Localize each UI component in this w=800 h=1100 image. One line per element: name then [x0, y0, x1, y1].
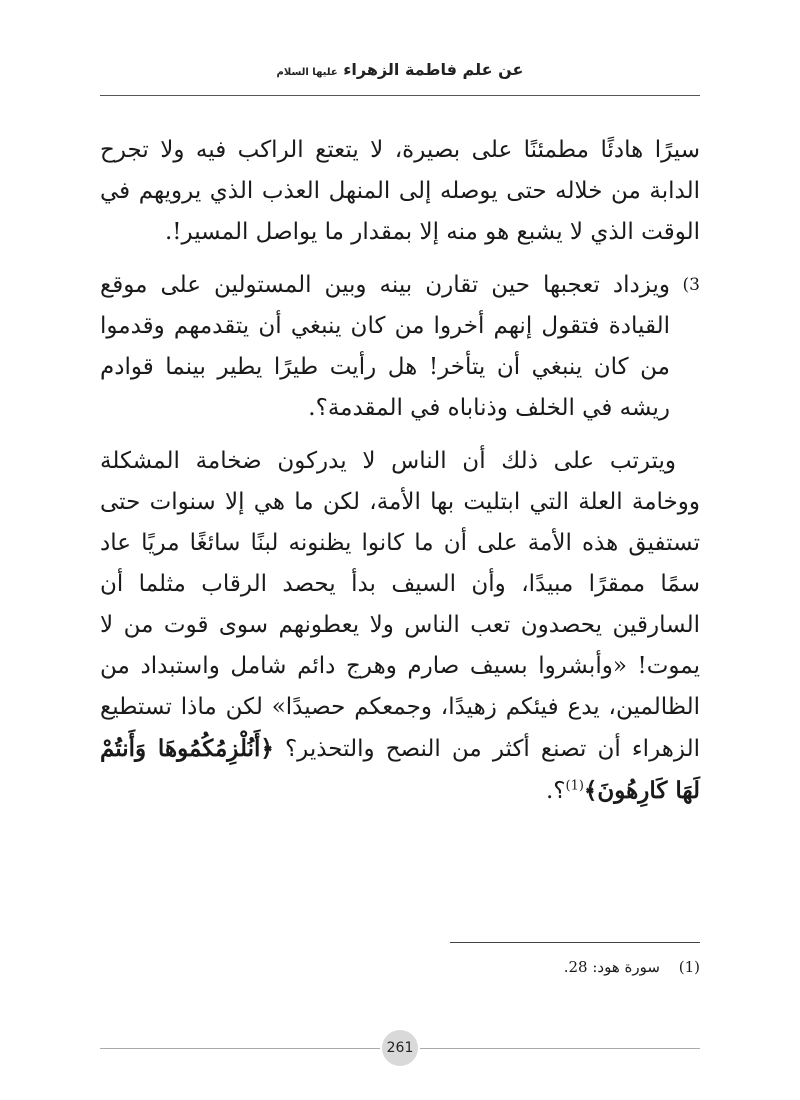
item-number: 3) — [682, 275, 700, 295]
paragraph-text: ويترتب على ذلك أن الناس لا يدركون ضخامة المشكلة ووخامة العلة التي ابتليت بها الأمة، لكن ما هي إلا سنوات حتى تستفيق هذه الأمة على أن ما كانوا يظنونه لبنًا سائغًا مريًا عاد سمًا ممقرًا مبيدًا، وأن السيف بدأ يحصد الرقاب مثلما أن السارقين يحصدون تعب الناس ولا يعطونهم سوى قوت من لا يموت! «وأبشروا بسيف صارم وهرج دائم شامل واستبداد من الظالمين، يدع فيئكم زهيدًا، وجمعكم حصيدًا» لكن ماذا تستطيع الزهراء أن تصنع أكثر من النصح والتحذير؟ — [100, 448, 700, 762]
footnote-text: سورة هود: 28. — [563, 958, 660, 976]
running-header — [100, 60, 700, 79]
paragraph-continuation: سيرًا هادئًا مطمئنًا على بصيرة، لا يتعتع الراكب فيه ولا تجرح الدابة من خلاله حتى يوصله إلى المنهل العذب الذي يرويهم في الوقت الذي لا يشبع هو منه إلا بمقدار ما يواصل المسير!. — [100, 137, 700, 245]
footnote — [100, 958, 700, 976]
quran-verse: ﴿أَنُلْزِمُكُمُوهَا وَأَنتُمْ لَهَا كَارِهُونَ﴾ — [100, 735, 700, 804]
footer-rule-right — [420, 1048, 700, 1049]
footnote-number: (1) — [678, 958, 700, 976]
page-number: 261 — [382, 1030, 418, 1066]
header-title: عن علم فاطمة الزهراء — [343, 60, 524, 79]
footnote-rule — [450, 942, 700, 943]
page-body — [100, 130, 700, 824]
footer-rule-left — [100, 1048, 380, 1049]
honorific-symbol: عليها السلام — [276, 67, 338, 78]
paragraph-main — [100, 441, 700, 812]
header-rule — [100, 95, 700, 96]
numbered-item-3 — [100, 265, 700, 429]
footnote-reference[interactable]: (1) — [565, 778, 584, 794]
paragraph-end: ؟. — [545, 778, 566, 804]
item-text: ويزداد تعجبها حين تقارن بينه وبين المستولين على موقع القيادة فتقول إنهم أخروا من كان ينبغي أن يتقدمهم وقدموا من كان ينبغي أن يتأخر! هل رأيت طيرًا يطير بينما قوادم ريشه في الخلف وذناباه في المقدمة؟. — [100, 272, 670, 421]
